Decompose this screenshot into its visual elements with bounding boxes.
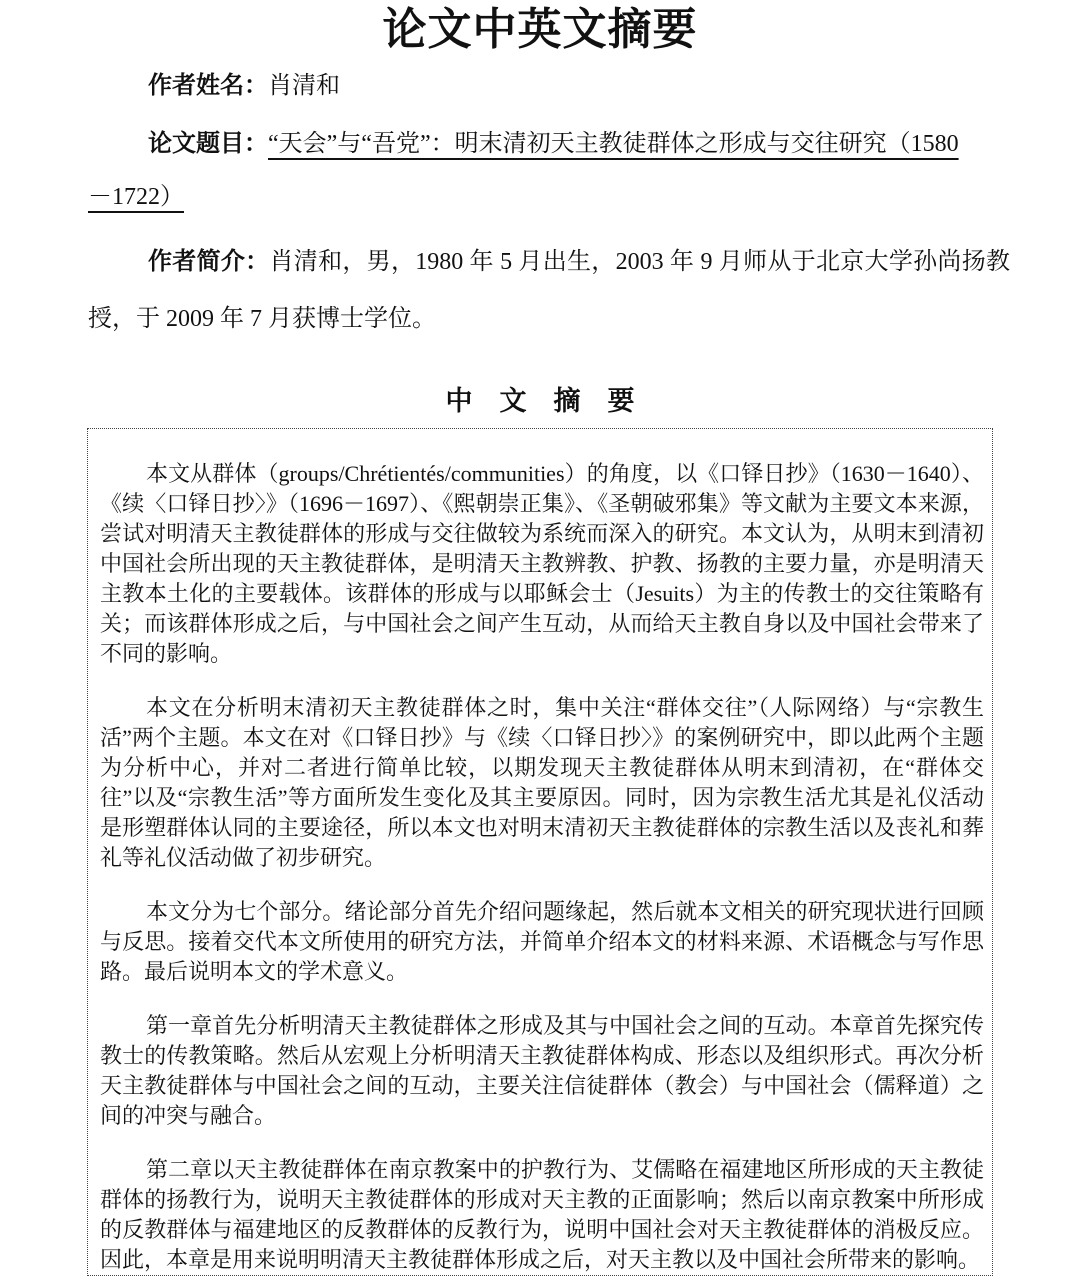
- author-name-label: 作者姓名：: [148, 73, 268, 99]
- author-bio-text: 肖清和，男，1980 年 5 月出生，2003 年 9 月师从于北京大学孙尚扬教授，于 2009 年 7 月获博士学位。: [88, 249, 1011, 332]
- author-bio-line: [88, 234, 1010, 348]
- thesis-title-label: 论文题目：: [148, 131, 268, 157]
- thesis-title-text-part2: －1722）: [88, 184, 184, 210]
- chinese-abstract-heading: 中 文 摘 要: [445, 386, 635, 416]
- thesis-title-text-part1: “天会”与“吾党”：明末清初天主教徒群体之形成与交往研究（1580: [268, 131, 959, 157]
- thesis-title-line2: [88, 177, 184, 217]
- author-name-line: [88, 70, 1010, 102]
- abstract-box: [87, 428, 993, 1276]
- abstract-paragraph-1: 本文从群体（groups/Chrétientés/communities）的角度，以《口铎日抄》（1630－1640）、《续〈口铎日抄〉》（1696－1697）、《熙朝崇正集》、《圣朝破邪集》等文献为主要文本来源，尝试对明清天主教徒群体的形成与交往做较为系统而深入的研究。本文认为，从明末到清初中国社会所出现的天主教徒群体，是明清天主教辨教、护教、扬教的主要力量，亦是明清天主教本土化的主要载体。该群体的形成与以耶稣会士（Jesuits）为主的传教士的交往策略有关；而该群体形成之后，与中国社会之间产生互动，从而给天主教自身以及中国社会带来了不同的影响。: [100, 461, 984, 666]
- abstract-paragraph-3: 本文分为七个部分。绪论部分首先介绍问题缘起，然后就本文相关的研究现状进行回顾与反思。接着交代本文所使用的研究方法，并简单介绍本文的材料来源、术语概念与写作思路。最后说明本文的学术意义。: [100, 899, 984, 984]
- abstract-paragraph-5: 第二章以天主教徒群体在南京教案中的护教行为、艾儒略在福建地区所形成的天主教徒群体的扬教行为，说明天主教徒群体的形成对天主教的正面影响；然后以南京教案中所形成的反教群体与福建地区的反教群体的反教行为，说明中国社会对天主教徒群体的消极反应。因此，本章是用来说明明清天主教徒群体形成之后，对天主教以及中国社会所带来的影响。: [100, 1157, 984, 1272]
- abstract-paragraph-4: 第一章首先分析明清天主教徒群体之形成及其与中国社会之间的互动。本章首先探究传教士的传教策略。然后从宏观上分析明清天主教徒群体构成、形态以及组织形式。再次分析天主教徒群体与中国社会之间的互动，主要关注信徒群体（教会）与中国社会（儒释道）之间的冲突与融合。: [100, 1013, 984, 1128]
- author-name-value: 肖清和: [268, 73, 340, 99]
- abstract-paragraph-2: 本文在分析明末清初天主教徒群体之时，集中关注“群体交往”（人际网络）与“宗教生活”两个主题。本文在对《口铎日抄》与《续〈口铎日抄〉》的案例研究中，即以此两个主题为分析中心，并对二者进行简单比较，以期发现天主教徒群体从明末到清初，在“群体交往”以及“宗教生活”等方面所发生变化及其主要原因。同时，因为宗教生活尤其是礼仪活动是形塑群体认同的主要途径，所以本文也对明末清初天主教徒群体的宗教生活以及丧礼和葬礼等礼仪活动做了初步研究。: [100, 695, 984, 870]
- thesis-title-line1: [88, 124, 1018, 164]
- author-bio-label: 作者简介：: [148, 249, 270, 275]
- document-title: 论文中英文摘要: [382, 5, 698, 54]
